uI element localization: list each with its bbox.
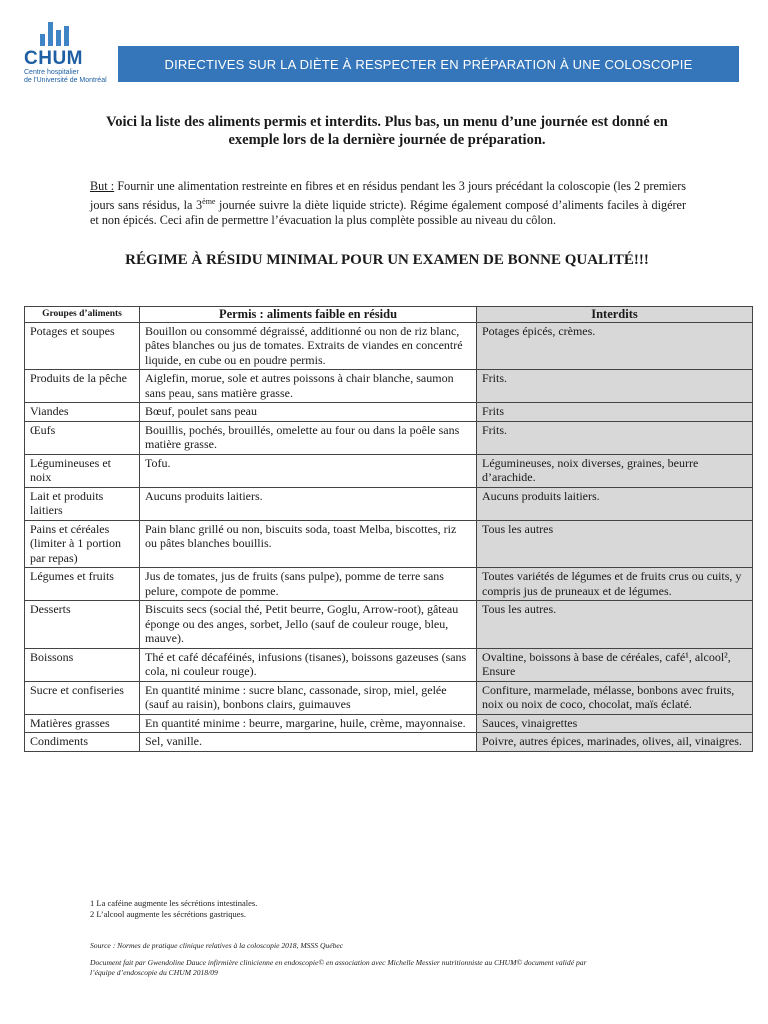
chum-logo bbox=[24, 22, 114, 85]
forbidden-foods-cell: Aucuns produits laitiers. bbox=[477, 487, 753, 520]
food-group-cell: Potages et soupes bbox=[25, 322, 140, 370]
header-forbidden: Interdits bbox=[477, 307, 753, 323]
allowed-foods-cell: Pain blanc grillé ou non, biscuits soda, toast Melba, biscottes, riz ou pâtes blanches bouillis. bbox=[140, 520, 477, 568]
page-title: DIRECTIVES SUR LA DIÈTE À RESPECTER EN PRÉPARATION À UNE COLOSCOPIE bbox=[164, 56, 693, 72]
food-group-cell: Condiments bbox=[25, 733, 140, 752]
food-group-cell: Sucre et confiseries bbox=[25, 681, 140, 714]
allowed-foods-cell: Bouillis, pochés, brouillés, omelette au four ou dans la poêle sans matière grasse. bbox=[140, 421, 477, 454]
food-group-cell: Desserts bbox=[25, 601, 140, 649]
forbidden-foods-cell: Confiture, marmelade, mélasse, bonbons avec fruits, noix ou noix de coco, chocolat, maïs éclaté. bbox=[477, 681, 753, 714]
allowed-foods-cell: Aucuns produits laitiers. bbox=[140, 487, 477, 520]
source-note: Source : Normes de pratique clinique relatives à la coloscopie 2018, MSSS Québec bbox=[90, 941, 344, 950]
allowed-foods-cell: Bœuf, poulet sans peau bbox=[140, 403, 477, 422]
food-group-cell: Lait et produits laitiers bbox=[25, 487, 140, 520]
food-group-cell: Œufs bbox=[25, 421, 140, 454]
header-allowed: Permis : aliments faible en résidu bbox=[140, 307, 477, 323]
credit-line-2: l’équipe d’endoscopie du CHUM 2018/09 bbox=[90, 968, 218, 977]
forbidden-foods-cell: Toutes variétés de légumes et de fruits crus ou cuits, y compris jus de pruneaux et de légumes. bbox=[477, 568, 753, 601]
food-group-cell: Légumes et fruits bbox=[25, 568, 140, 601]
table-row bbox=[25, 487, 753, 520]
footnote-alcohol: 2 L’alcool augmente les sécrétions gastriques. bbox=[90, 909, 246, 919]
food-group-cell: Matières grasses bbox=[25, 714, 140, 733]
header-food-groups: Groupes d’aliments bbox=[25, 307, 140, 323]
allowed-foods-cell: Biscuits secs (social thé, Petit beurre, Goglu, Arrow-root), gâteau éponge ou des anges, sorbet, Jello (sauf de couleur rouge, bleu, mauve). bbox=[140, 601, 477, 649]
allowed-foods-cell: Sel, vanille. bbox=[140, 733, 477, 752]
table-row bbox=[25, 454, 753, 487]
forbidden-foods-cell: Ovaltine, boissons à base de céréales, café¹, alcool², Ensure bbox=[477, 648, 753, 681]
forbidden-foods-cell: Frits. bbox=[477, 421, 753, 454]
allowed-foods-cell: Aiglefin, morue, sole et autres poissons à chair blanche, saumon sans peau, sans matière grasse. bbox=[140, 370, 477, 403]
forbidden-foods-cell: Frits bbox=[477, 403, 753, 422]
allowed-foods-cell: Tofu. bbox=[140, 454, 477, 487]
goal-ordinal-superscript: ème bbox=[202, 197, 216, 206]
page-title-banner bbox=[118, 46, 739, 82]
logo-name: CHUM bbox=[24, 48, 83, 69]
allowed-foods-cell: Thé et café décaféinés, infusions (tisanes), boissons gazeuses (sans cola, ni couleur rouge). bbox=[140, 648, 477, 681]
table-row bbox=[25, 733, 753, 752]
allowed-foods-cell: Jus de tomates, jus de fruits (sans pulpe), pomme de terre sans pelure, compote de pomme. bbox=[140, 568, 477, 601]
food-group-cell: Produits de la pêche bbox=[25, 370, 140, 403]
allowed-foods-cell: En quantité minime : beurre, margarine, huile, crème, mayonnaise. bbox=[140, 714, 477, 733]
forbidden-foods-cell: Légumineuses, noix diverses, graines, beurre d’arachide. bbox=[477, 454, 753, 487]
diet-table bbox=[24, 306, 753, 752]
diet-table-body bbox=[25, 322, 753, 751]
allowed-foods-cell: En quantité minime : sucre blanc, cassonade, sirop, miel, gelée (sauf au raisin), bonbons clairs, guimauves bbox=[140, 681, 477, 714]
footnotes bbox=[90, 898, 590, 920]
table-row bbox=[25, 520, 753, 568]
intro-line-2: exemple lors de la dernière journée de préparation. bbox=[228, 132, 546, 148]
food-group-cell: Légumineuses et noix bbox=[25, 454, 140, 487]
diet-table-header-row bbox=[25, 307, 753, 323]
table-row bbox=[25, 403, 753, 422]
forbidden-foods-cell: Tous les autres bbox=[477, 520, 753, 568]
allowed-foods-cell: Bouillon ou consommé dégraissé, additionné ou non de riz blanc, pâtes blanches ou jus de tomates. Extraits de viandes en concentré liquide, en cube ou en poudre permis. bbox=[140, 322, 477, 370]
forbidden-foods-cell: Poivre, autres épices, marinades, olives, ail, vinaigres. bbox=[477, 733, 753, 752]
logo-subtitle-line2: de l'Université de Montréal bbox=[24, 77, 107, 84]
chum-logo-mark-icon bbox=[40, 22, 114, 46]
forbidden-foods-cell: Tous les autres. bbox=[477, 601, 753, 649]
document-credit bbox=[90, 958, 710, 978]
intro-line-1: Voici la liste des aliments permis et interdits. Plus bas, un menu d’une journée est donné en bbox=[106, 114, 668, 130]
goal-paragraph bbox=[90, 179, 686, 228]
table-row bbox=[25, 568, 753, 601]
section-headline: RÉGIME À RÉSIDU MINIMAL POUR UN EXAMEN DE BONNE QUALITÉ!!! bbox=[125, 252, 649, 268]
footnote-caffeine: 1 La caféine augmente les sécrétions intestinales. bbox=[90, 898, 258, 908]
table-row bbox=[25, 601, 753, 649]
table-row bbox=[25, 714, 753, 733]
forbidden-foods-cell: Potages épicés, crèmes. bbox=[477, 322, 753, 370]
goal-text-part-2: journée suivre la diète liquide stricte). Régime également composé d’aliments faciles à digérer et non épicés. Ceci afin de permettre l’évacuation la plus complète possible au niveau du côlon. bbox=[90, 198, 686, 228]
intro-text bbox=[84, 113, 690, 149]
food-group-cell: Boissons bbox=[25, 648, 140, 681]
table-row bbox=[25, 421, 753, 454]
food-group-cell: Pains et céréales (limiter à 1 portion par repas) bbox=[25, 520, 140, 568]
logo-subtitle-line1: Centre hospitalier bbox=[24, 69, 79, 76]
table-row bbox=[25, 322, 753, 370]
credit-line-1: Document fait par Gwendoline Dauce infirmière clinicienne en endoscopie© en association avec Michelle Messier nutritionniste au CHUM© document validé par bbox=[90, 958, 587, 967]
table-row bbox=[25, 681, 753, 714]
goal-text-part-1: Fournir une alimentation restreinte en fibres et en résidus pendant les 3 jours précédant la coloscopie (les 2 premiers jours sans résidus, la 3 bbox=[90, 179, 686, 213]
goal-label: But : bbox=[90, 179, 115, 193]
table-row bbox=[25, 648, 753, 681]
forbidden-foods-cell: Sauces, vinaigrettes bbox=[477, 714, 753, 733]
forbidden-foods-cell: Frits. bbox=[477, 370, 753, 403]
table-row bbox=[25, 370, 753, 403]
food-group-cell: Viandes bbox=[25, 403, 140, 422]
